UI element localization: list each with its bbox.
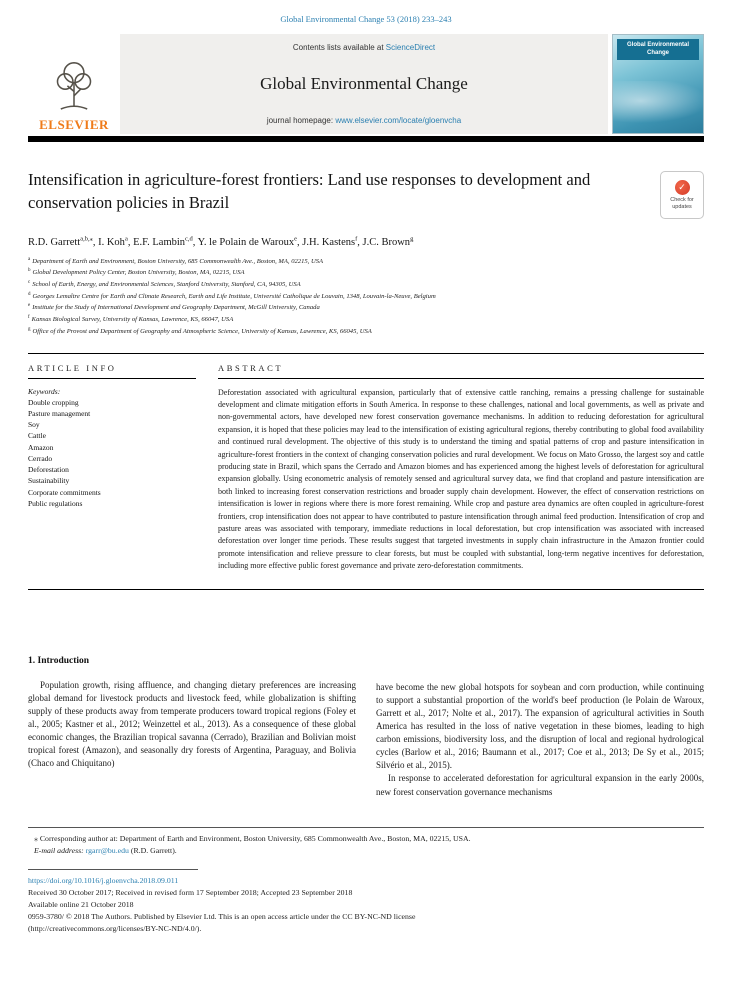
author-superscript: e — [294, 235, 298, 242]
affiliation — [28, 256, 704, 268]
affiliation-text: Kansas Biological Survey, University of Kansas, Lawrence, KS, 66047, USA — [31, 316, 234, 324]
abstract-heading: ABSTRACT — [218, 363, 704, 379]
affiliation — [28, 326, 704, 338]
homepage-prefix: journal homepage: — [266, 116, 336, 125]
intro-paragraph: have become the new global hotspots for soybean and corn production, while continuing to support a substantial proportion of the world's beef production (le Polain de Waroux, Garrett et al., 2017; Nolte et al., 2017). The expansion of agricultural activities in South America has resulted in the loss of native vegetation in these biomes, leading to high carbon emissions, biodiversity loss, and the disruption of local and regional hydrological cycles (Barlow et al., 2016; Baumann et al., 2017; Coe et al., 2013; De Sy et al., 2015; Silvério et al., 2015). — [376, 681, 704, 771]
affiliation — [28, 314, 704, 326]
author-separator: , — [192, 236, 198, 248]
journal-header — [28, 34, 704, 134]
author — [28, 237, 98, 248]
article-info-heading: ARTICLE INFO — [28, 363, 196, 379]
elsevier-tree-icon — [52, 58, 96, 116]
introduction-heading: 1. Introduction — [28, 655, 90, 666]
author — [98, 237, 133, 248]
email-suffix: (R.D. Garrett). — [130, 845, 177, 855]
keyword: Cattle — [28, 431, 46, 441]
author-list — [28, 234, 704, 248]
crossmark-icon: ✓ — [675, 180, 690, 195]
author — [302, 237, 362, 248]
affiliation — [28, 267, 704, 279]
author-name: J.C. Brown — [362, 236, 411, 248]
abstract-column — [218, 363, 704, 573]
author-name: J.H. Kastens — [302, 236, 356, 248]
keyword: Deforestation — [28, 465, 69, 475]
info-abstract-section — [28, 353, 704, 590]
author-name: E.F. Lambin — [133, 236, 186, 248]
intro-right-column — [376, 656, 704, 799]
keyword: Pasture management — [28, 408, 91, 418]
affiliation-superscript: b — [28, 268, 31, 274]
author-superscript: g — [410, 235, 414, 242]
affiliation-superscript: a — [28, 256, 31, 262]
author-superscript: a — [124, 235, 128, 242]
header-divider-bar — [28, 136, 704, 142]
author-name: I. Koh — [98, 236, 125, 248]
abstract-text: Deforestation associated with agricultural expansion, particularly that of extensive cattle ranching, remains a pressing challenge for sustainable development and climate mitigation efforts in South America. In response to these challenges, national and local governments, as well as private and non-governmental actors, have developed new forest conservation governance mechanisms. In addition to reducing deforestation for agricultural expansion, it is hoped that these policies may lead to the intensification of existing agricultural regions, thereby contributing to global food availability and continued rural development. The objective of this study is to understand the timing and spatial patterns of crop and pasture intensification in agriculture-forest frontiers in the context of changing conservation policies and rural development. We focus on Mato Grosso, the largest soy and cattle producing state in Brazil, which spans the Cerrado and Amazon biomes and has experienced among the highest levels of deforestation for agricultural expansion globally. Using econometric analysis of remotely sensed and agricultural survey data, we find that cropland and pasture intensification are both linked to increasing forest conservation restrictions and broader supply chain development. However, the effect of conservation restrictions on intensification is lower in regions where there is more forest remaining. While crop and pasture area dynamics are often coupled in agriculture-forest frontiers, crop intensification does not appear to have contributed to pasture intensification through animal feed production. Intensification of crop and pasture areas was associated with temporary, immediate reductions in local deforestation, but crop intensification was associated with increased deforestation over longer time periods. These results suggest that targeted investments in supply chain infrastructure in the Amazon frontier could promote intensification and relieve pressure to clear forests, but must be coupled with substantial, long-term negative incentives for deforestation, including more effective public forest governance and private zero-deforestation commitments. — [218, 387, 704, 571]
keywords-label: Keywords: — [28, 386, 61, 396]
affiliation-superscript: g — [28, 326, 31, 332]
affiliation-superscript: d — [28, 291, 31, 297]
journal-banner — [120, 34, 608, 134]
introduction-section — [28, 656, 704, 799]
intro-left-column — [28, 656, 356, 799]
corresponding-author-footnote — [28, 827, 704, 857]
affiliation-superscript: f — [28, 315, 30, 321]
affiliation — [28, 279, 704, 291]
affiliation-text: Georges Lemaître Centre for Earth and Climate Research, Earth and Life Institute, Université Catholique de Louvain, 1348, Louvain-la-Neuve, Belgium — [32, 292, 436, 300]
author — [198, 237, 303, 248]
affiliation-list — [28, 256, 704, 338]
homepage-line — [130, 116, 598, 125]
affiliation — [28, 302, 704, 314]
author-superscript: f — [355, 235, 358, 242]
intro-paragraph: Population growth, rising affluence, and changing dietary preferences are increasing global demand for livestock products and livestock feed, while globalization is shifting supply of these products away from temperate producers toward tropical regions (Foley et al., 2005; Kastner et al., 2012; Weinzettel et al., 2013). As a consequence of these global economic changes, the Brazilian tropical savanna (Cerrado), Brazilian and Bolivian moist tropical forest (Amazon), and seasonally dry forests of Argentina, Paraguay, and Bolivia (Chaco and Chiquitano) — [28, 679, 356, 769]
affiliation-text: Department of Earth and Environment, Boston University, 685 Commonwealth Ave., Boston, MA, 02215, USA — [32, 257, 324, 265]
affiliation-text: School of Earth, Energy, and Environmental Sciences, Stanford University, Stanford, CA, 94305, USA — [32, 281, 301, 289]
article-title: Intensification in agriculture-forest frontiers: Land use responses to development and conservation policies in Brazil — [28, 170, 591, 213]
elsevier-logo-text: ELSEVIER — [39, 117, 109, 132]
title-row — [28, 168, 704, 219]
journal-citation-link[interactable]: Global Environmental Change 53 (2018) 233–243 — [280, 14, 452, 24]
keyword: Soy — [28, 420, 40, 430]
author — [133, 237, 198, 248]
corresponding-author-text: ⁎ Corresponding author at: Department of Earth and Environment, Boston University, 685 Commonwealth Ave., Boston, MA, 02215, USA. — [34, 833, 471, 843]
check-label-line1: Check for — [670, 196, 694, 203]
affiliation-superscript: c — [28, 279, 31, 285]
affiliation-text: Office of the Provost and Department of Geography and Atmospheric Science, University of Kansas, Lawrence, KS, 66045, USA — [32, 328, 372, 336]
license-url-line: (http://creativecommons.org/licenses/BY-NC-ND/4.0/). — [28, 923, 202, 933]
keyword: Public regulations — [28, 498, 83, 508]
author-superscript: c,d — [185, 235, 193, 242]
author-name: Y. le Polain de Waroux — [197, 236, 295, 248]
keyword: Corporate commitments — [28, 487, 101, 497]
affiliation-text: Institute for the Study of International Development and Geography Department, McGill University, Canada — [32, 304, 320, 312]
received-dates: Received 30 October 2017; Received in revised form 17 September 2018; Accepted 23 September 2018 — [28, 888, 353, 898]
keyword: Sustainability — [28, 476, 70, 486]
issn-copyright-line: 0959-3780/ © 2018 The Authors. Published by Elsevier Ltd. This is an open access article under the CC BY-NC-ND license — [28, 911, 416, 921]
journal-cover-thumbnail[interactable] — [612, 34, 704, 134]
contents-line-prefix: Contents lists available at — [292, 43, 386, 52]
intro-paragraph: In response to accelerated deforestation for agricultural expansion in the early 2000s, new forest conservation governance mechanisms — [376, 773, 704, 797]
affiliation — [28, 291, 704, 303]
keyword: Double cropping — [28, 397, 79, 407]
available-online: Available online 21 October 2018 — [28, 900, 134, 910]
author — [363, 237, 414, 248]
keyword: Cerrado — [28, 453, 53, 463]
journal-homepage-link[interactable]: www.elsevier.com/locate/gloenvcha — [335, 116, 462, 125]
journal-title: Global Environmental Change — [260, 74, 468, 93]
author-name: R.D. Garrett — [28, 236, 81, 248]
footer-divider — [28, 869, 198, 870]
keyword: Amazon — [28, 442, 54, 452]
journal-cover-title: Global Environmental Change — [617, 39, 699, 60]
article-footer — [28, 869, 704, 934]
author-superscript: a,b,⁎ — [80, 235, 93, 242]
doi-link[interactable]: https://doi.org/10.1016/j.gloenvcha.2018.09.011 — [28, 875, 179, 885]
check-for-updates-label — [670, 197, 694, 211]
email-label: E-mail address: — [34, 845, 84, 855]
article-info-column — [28, 363, 196, 573]
affiliation-text: Global Development Policy Center, Boston University, Boston, MA, 02215, USA — [32, 269, 245, 277]
contents-line — [130, 43, 598, 52]
sciencedirect-link[interactable]: ScienceDirect — [385, 43, 436, 52]
check-for-updates-badge[interactable] — [660, 171, 704, 219]
check-label-line2: updates — [672, 203, 692, 210]
elsevier-logo[interactable] — [28, 34, 120, 134]
affiliation-superscript: e — [28, 303, 31, 309]
author-separator: , — [92, 236, 99, 248]
author-separator: , — [357, 236, 363, 248]
email-link[interactable]: rgarr@bu.edu — [85, 845, 129, 855]
email-line — [28, 845, 704, 857]
author-separator: , — [297, 236, 303, 248]
author-separator: , — [127, 236, 134, 248]
